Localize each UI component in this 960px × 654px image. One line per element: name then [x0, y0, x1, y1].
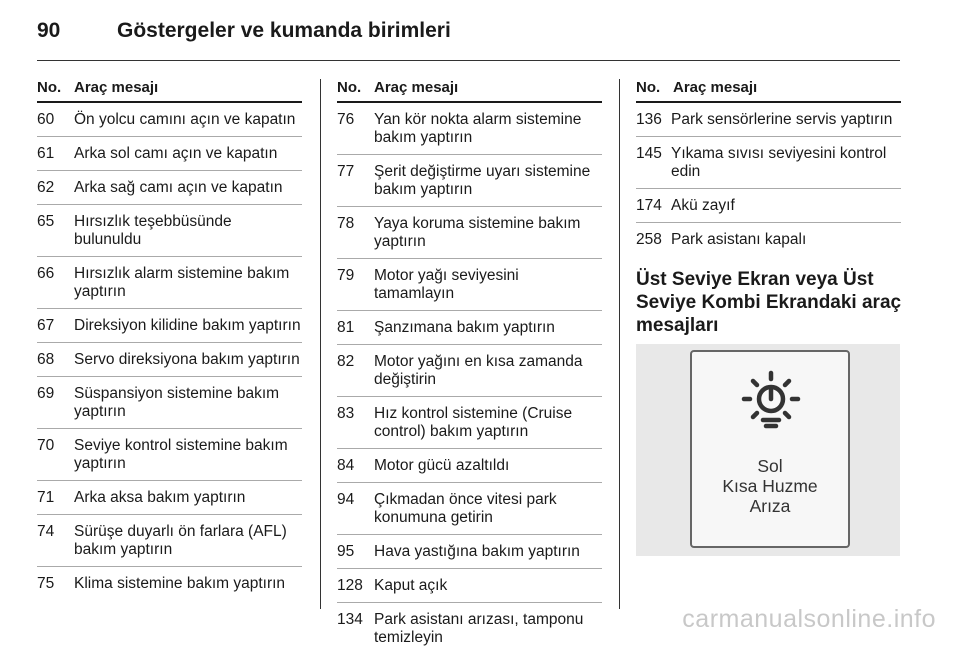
message-text: Çıkmadan önce vitesi park konumuna getirin [374, 483, 602, 535]
message-text: Sürüşe duyarlı ön farlara (AFL) bakım yaptırın [74, 515, 302, 567]
message-number: 65 [37, 205, 74, 257]
message-number: 81 [337, 311, 374, 345]
display-line-1: Sol [692, 456, 848, 476]
message-text: Hırsızlık teşebbüsünde bulunuldu [74, 205, 302, 257]
message-text: Park asistanı arızası, tamponu temizleyin [374, 603, 602, 654]
message-text: Süspansiyon sistemine bakım yaptırın [74, 377, 302, 429]
header-no: No. [337, 79, 374, 96]
table-row [337, 103, 602, 155]
message-text: Motor yağını en kısa zamanda değiştirin [374, 345, 602, 397]
table-row [37, 103, 302, 137]
table-row [337, 603, 602, 654]
message-table [37, 103, 302, 600]
message-number: 67 [37, 309, 74, 343]
message-number: 68 [37, 343, 74, 377]
table-row [337, 449, 602, 483]
header-no: No. [37, 79, 74, 96]
header-divider [37, 60, 900, 61]
message-text: Kaput açık [374, 569, 602, 603]
message-number: 66 [37, 257, 74, 309]
message-text: Yan kör nokta alarm sistemine bakım yaptırın [374, 103, 602, 155]
table-row [337, 207, 602, 259]
section-heading: Üst Seviye Ekran veya Üst Seviye Kombi Ekrandaki araç mesajları [636, 268, 906, 337]
message-text: Akü zayıf [671, 189, 901, 223]
message-number: 76 [337, 103, 374, 155]
table-row [37, 377, 302, 429]
message-text: Yaya koruma sistemine bakım yaptırın [374, 207, 602, 259]
header-no: No. [636, 79, 673, 96]
message-text: Servo direksiyona bakım yaptırın [74, 343, 302, 377]
message-number: 69 [37, 377, 74, 429]
message-text: Seviye kontrol sistemine bakım yaptırın [74, 429, 302, 481]
table-row [337, 155, 602, 207]
message-text: Hırsızlık alarm sistemine bakım yaptırın [74, 257, 302, 309]
message-table [337, 103, 602, 654]
watermark: carmanualsonline.info [682, 605, 936, 634]
message-text: Hava yastığına bakım yaptırın [374, 535, 602, 569]
message-number: 79 [337, 259, 374, 311]
info-display [690, 350, 850, 548]
message-number: 75 [37, 567, 74, 601]
table-header [37, 79, 302, 103]
table-row [337, 397, 602, 449]
display-message [692, 456, 848, 516]
display-line-2: Kısa Huzme [692, 476, 848, 496]
page-number: 90 [37, 19, 60, 43]
table-row [37, 205, 302, 257]
message-number: 61 [37, 137, 74, 171]
message-number: 83 [337, 397, 374, 449]
table-row [37, 343, 302, 377]
message-text: Ön yolcu camını açın ve kapatın [74, 103, 302, 137]
message-text: Şanzımana bakım yaptırın [374, 311, 602, 345]
table-row [636, 189, 901, 223]
message-number: 174 [636, 189, 671, 223]
table-row [337, 311, 602, 345]
message-text: Arka sol camı açın ve kapatın [74, 137, 302, 171]
message-text: Arka aksa bakım yaptırın [74, 481, 302, 515]
table-row [37, 309, 302, 343]
message-number: 71 [37, 481, 74, 515]
message-table-column-3 [636, 79, 901, 256]
message-number: 78 [337, 207, 374, 259]
message-number: 95 [337, 535, 374, 569]
message-text: Motor gücü azaltıldı [374, 449, 602, 483]
table-row [636, 137, 901, 189]
message-number: 94 [337, 483, 374, 535]
message-number: 70 [37, 429, 74, 481]
message-text: Arka sağ camı açın ve kapatın [74, 171, 302, 205]
display-illustration [636, 344, 900, 556]
message-number: 74 [37, 515, 74, 567]
message-text: Park asistanı kapalı [671, 223, 901, 257]
table-row [37, 515, 302, 567]
message-number: 128 [337, 569, 374, 603]
message-number: 82 [337, 345, 374, 397]
message-number: 145 [636, 137, 671, 189]
message-text: Hız kontrol sistemine (Cruise control) bakım yaptırın [374, 397, 602, 449]
column-divider [320, 79, 321, 609]
message-number: 62 [37, 171, 74, 205]
low-beam-bulb-icon [741, 370, 801, 430]
message-number: 134 [337, 603, 374, 654]
message-text: Yıkama sıvısı seviyesini kontrol edin [671, 137, 901, 189]
header-message: Araç mesajı [74, 79, 158, 96]
message-text: Park sensörlerine servis yaptırın [671, 103, 901, 137]
table-row [337, 259, 602, 311]
display-line-3: Arıza [692, 496, 848, 516]
message-table [636, 103, 901, 256]
message-text: Motor yağı seviyesini tamamlayın [374, 259, 602, 311]
message-text: Şerit değiştirme uyarı sistemine bakım yaptırın [374, 155, 602, 207]
message-table-column-1 [37, 79, 302, 600]
message-number: 136 [636, 103, 671, 137]
table-row [37, 567, 302, 601]
table-row [636, 103, 901, 137]
message-number: 77 [337, 155, 374, 207]
column-divider [619, 79, 620, 609]
message-number: 60 [37, 103, 74, 137]
page-title: Göstergeler ve kumanda birimleri [117, 19, 451, 43]
table-row [337, 569, 602, 603]
table-row [37, 171, 302, 205]
table-row [337, 483, 602, 535]
table-header [636, 79, 901, 103]
message-number: 258 [636, 223, 671, 257]
message-number: 84 [337, 449, 374, 483]
table-row [337, 345, 602, 397]
table-row [636, 223, 901, 257]
table-row [37, 481, 302, 515]
header-message: Araç mesajı [374, 79, 458, 96]
table-row [337, 535, 602, 569]
table-row [37, 429, 302, 481]
table-header [337, 79, 602, 103]
message-table-column-2 [337, 79, 602, 654]
header-message: Araç mesajı [673, 79, 757, 96]
table-row [37, 137, 302, 171]
message-text: Klima sistemine bakım yaptırın [74, 567, 302, 601]
table-row [37, 257, 302, 309]
message-text: Direksiyon kilidine bakım yaptırın [74, 309, 302, 343]
